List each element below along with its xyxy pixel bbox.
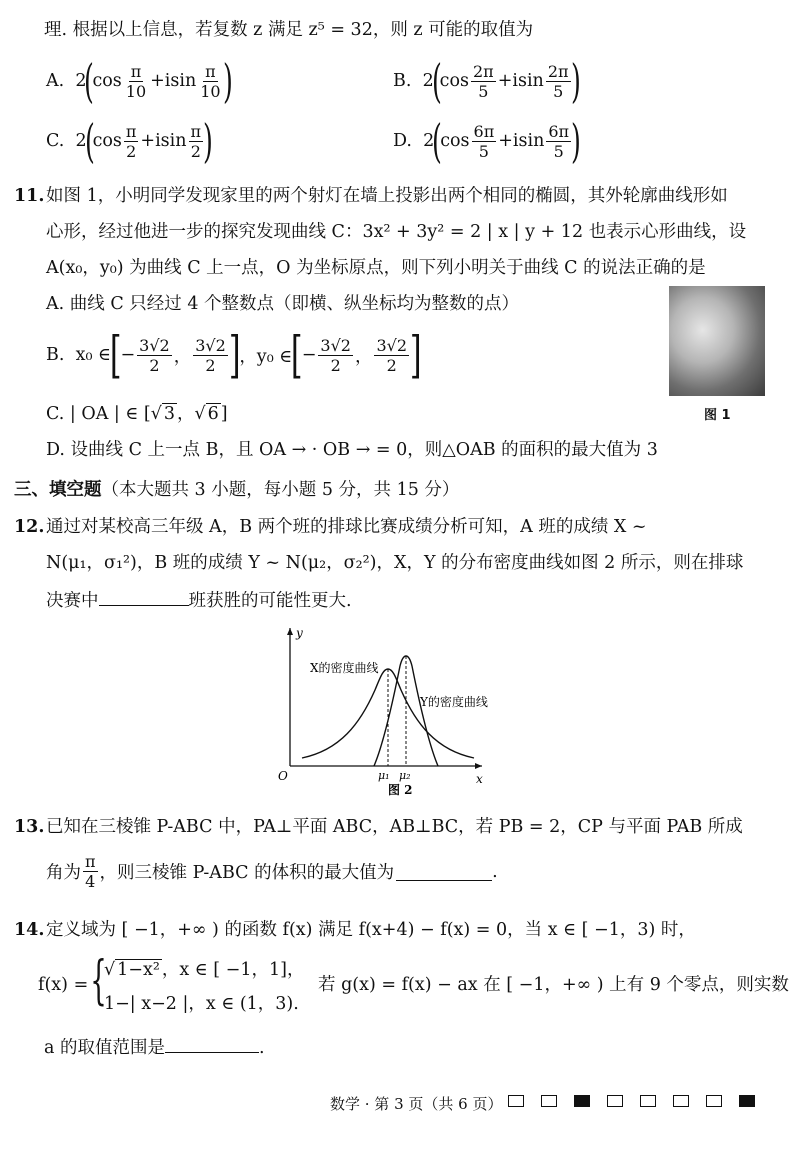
text: 决赛中 [46,591,99,611]
option-letter: A. [46,71,65,91]
q10-option-a: A. 2 ( cos $\frac{\pi}{10}$ +isin $\frac{\pi}{10}$ ) [46,54,233,108]
q13-line2 [46,852,498,891]
q12-line3 [46,587,352,613]
figure-2-caption: 图 2 [388,783,413,797]
origin-label: O [278,769,288,783]
option-letter: C. [46,131,65,151]
figure-2-density-curves [270,620,500,800]
isin-label: +isin [498,131,545,151]
option-text: C. | OA | ∈ [ [46,404,151,424]
x-curve-label: X的密度曲线 [310,661,379,675]
q11-line2: 心形，经过他进一步的探究发现曲线 C：3x² + 3y² = 2 | x | y + 12 也表示心形曲线，设 [46,222,747,242]
separator: ， [354,346,373,367]
answer-blank[interactable] [165,1034,259,1053]
q10-option-c: C. 2 ( cos $\frac{\pi}{2}$ +isin $\frac{\pi}{2}$ ) [46,114,213,168]
q14-condition: 若 g(x) = f(x) − ax 在 [ −1，+∞ ) 上有 9 个零点，则实数 [318,975,789,995]
q11-line1: 如图 1，小明同学发现家里的两个射灯在墙上投影出两个相同的椭圆，其外轮廓曲线形如 [46,186,728,206]
footer-mark [574,1095,590,1107]
footer-mark [607,1095,623,1107]
text: ，则三棱锥 P-ABC 的体积的最大值为 [99,863,395,883]
q10-option-b: B. 2 ( cos $\frac{2\pi}{5}$ +isin $\frac{2\pi}{5}$ ) [393,54,581,108]
footer-mark [739,1095,755,1107]
q14-case1: √ 1−x² ，x ∈ [ −1，1]， [104,960,305,980]
q10-intro: 理. 根据以上信息，若复数 z 满足 z⁵ = 32，则 z 可能的取值为 [44,20,534,40]
mu1-label: μ₁ [378,769,390,782]
footer-mark [508,1095,524,1107]
y-curve-label: Y的密度曲线 [420,695,488,709]
option-letter: B. [46,345,65,365]
footer-mark [673,1095,689,1107]
coef: 2 [75,131,87,151]
answer-blank[interactable] [396,862,492,881]
x0-label: x₀ ∈ [75,345,111,365]
q14-line1: 定义域为 [ −1，+∞ ) 的函数 f(x) 满足 f(x+4) − f(x) = 0，当 x ∈ [ −1，3) 时， [46,920,696,940]
cos-label: cos [92,131,122,151]
x-axis-arrow [475,763,482,769]
fraction: $\frac{3√2}{2}$ [320,335,351,375]
fraction: $\frac{\pi}{4}$ [85,852,96,891]
y0-label: ，y₀ ∈ [239,346,293,367]
question-number: 12. [14,517,45,537]
q11-option-a: A. 曲线 C 只经过 4 个整数点（即横、纵坐标均为整数的点） [46,294,520,314]
mu2-label: μ₂ [399,769,411,782]
fraction: $\frac{\pi}{2}$ [125,121,137,161]
cos-label: cos [440,131,470,151]
isin-label: +isin [497,71,544,91]
minus-sign: − [301,345,317,365]
sqrt-value: 3 [163,404,175,424]
separator: ， [173,346,192,367]
isin-label: +isin [150,71,197,91]
question-number: 13. [14,817,45,837]
q14-fx-label: f(x) = [38,975,89,995]
figure-1-photo [669,286,765,396]
figure-1-caption: 图 1 [704,408,731,423]
isin-label: +isin [140,131,187,151]
fraction: $\frac{3√2}{2}$ [139,335,170,375]
q10-option-d: D. 2 ( cos $\frac{6\pi}{5}$ +isin $\frac{6\pi}{5}$ ) [393,114,581,168]
q12-line2: N(μ₁，σ₁²)，B 班的成绩 Y ~ N(μ₂，σ₂²)，X，Y 的分布密度曲线如图 2 所示，则在排球 [46,553,744,573]
footer-mark [706,1095,722,1107]
question-number: 11. [14,186,45,206]
text: . [259,1038,265,1058]
fraction: $\frac{3√2}{2}$ [195,335,226,375]
fraction: $\frac{2\pi}{5}$ [547,61,569,101]
fraction: $\frac{6\pi}{5}$ [473,121,495,161]
q11-option-c: C. | OA | ∈ [√ 3 ，√ 6 ] [46,404,228,424]
option-letter: D. [393,131,412,151]
question-number: 14. [14,920,45,940]
fraction: $\frac{3√2}{2}$ [376,335,408,375]
fraction: $\frac{\pi}{2}$ [190,121,202,161]
cos-label: cos [439,71,469,91]
answer-blank[interactable] [99,587,189,606]
y-axis-arrow [287,628,293,635]
fraction: $\frac{2\pi}{5}$ [473,61,494,101]
option-letter: B. [393,71,412,91]
q13-line1: 已知在三棱锥 P-ABC 中，PA⊥平面 ABC，AB⊥BC，若 PB = 2，CP 与平面 PAB 所成 [46,817,743,837]
coef: 2 [422,71,434,91]
text: 角为 [46,863,81,883]
q14-line3 [44,1034,265,1060]
y-axis-label: y [296,626,303,640]
footer-mark [640,1095,656,1107]
x-axis-label: x [476,772,483,786]
fraction: $\frac{\pi}{10}$ [200,61,221,101]
cos-label: cos [92,71,122,91]
text: a 的取值范围是 [44,1038,165,1058]
bracket: ] [220,404,228,424]
text: . [492,861,498,882]
section-title: 三、填空题 [14,480,102,500]
section-desc: （本大题共 3 小题，每小题 5 分，共 15 分） [101,480,460,500]
coef: 2 [75,71,87,91]
q11-option-b: B. x₀ ∈ [ − $\frac{3√2}{2}$ ， $\frac{3√2}{2}$ ] ，y₀ ∈ [ − $\frac{3√2}{2}$ ， $\frac{3√2}{2}$ ] [46,326,422,384]
sqrt-value: 6 [207,404,219,424]
piecewise-brace: { [90,951,107,1011]
q14-case2: 1−| x−2 |，x ∈ (1，3). [104,994,299,1014]
footer-mark [541,1095,557,1107]
minus-sign: − [120,345,136,365]
separator: ， [177,404,195,424]
text: 班获胜的可能性更大. [188,591,352,611]
q12-line1: 通过对某校高三年级 A，B 两个班的排球比赛成绩分析可知，A 班的成绩 X ~ [46,517,647,537]
case-domain: ，x ∈ [ −1，1]， [161,960,305,980]
section-heading [14,478,459,502]
q11-option-d: D. 设曲线 C 上一点 B，且 OA → · OB → = 0，则△OAB 的面积的最大值为 3 [46,440,658,460]
sqrt-value: 1−x² [117,960,160,980]
coef: 2 [423,131,435,151]
fraction: $\frac{\pi}{10}$ [125,61,147,101]
q11-line3: A(x₀，y₀) 为曲线 C 上一点，O 为坐标原点，则下列小明关于曲线 C 的说法正确的是 [46,258,706,278]
page-footer: 数学 · 第 3 页（共 6 页） [330,1095,503,1113]
fraction: $\frac{6\pi}{5}$ [548,121,570,161]
